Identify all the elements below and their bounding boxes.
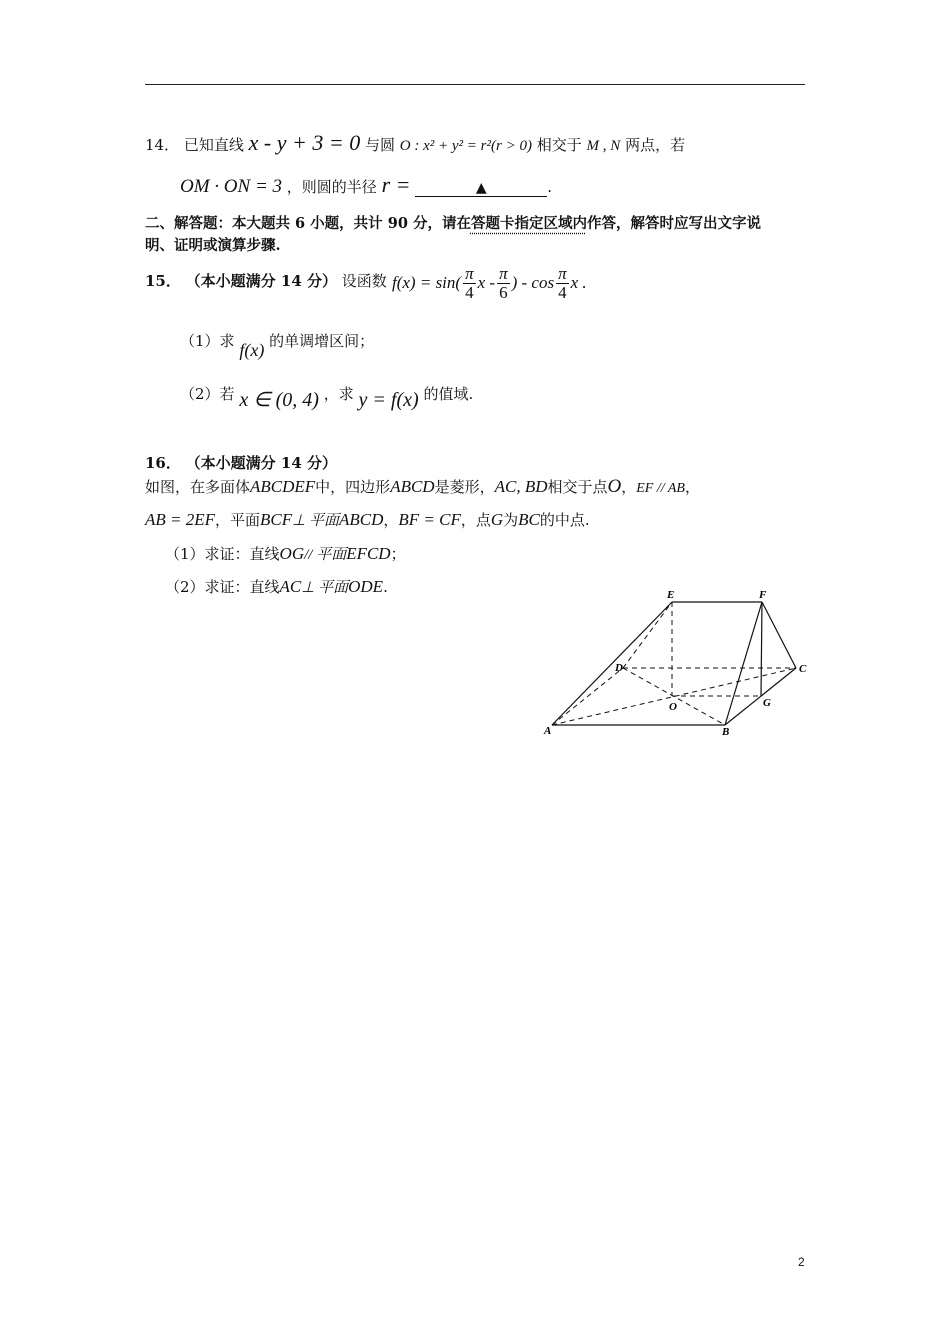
label-A: A: [544, 725, 552, 737]
q16-text: ，: [621, 478, 637, 496]
q14-text: ，则圆的半径: [286, 178, 377, 196]
q16-math: G: [490, 510, 504, 529]
q16-text: 中，四边形: [315, 478, 391, 496]
q16-text: ，: [684, 478, 700, 496]
q16-text: ⊥ 平面: [301, 580, 349, 596]
label-D: D: [615, 662, 623, 674]
q15-number: 15．: [145, 272, 181, 290]
q15-part1-label: （1）求: [180, 332, 235, 350]
q14-text: 与圆: [365, 136, 396, 154]
q16-text: ⊥ 平面: [292, 513, 339, 529]
q15-part2-text: ，求: [323, 385, 354, 403]
q16-math: EF // AB: [636, 481, 685, 496]
section-heading-line2: [145, 234, 281, 255]
section-heading: [145, 212, 761, 233]
q14-end: .: [547, 178, 553, 196]
q15-part2: [180, 380, 474, 411]
q15-score: （本小题满分 14 分）: [185, 272, 337, 290]
q16-math: BC: [518, 510, 540, 529]
q16-score: （本小题满分 14 分）: [185, 454, 337, 472]
q15-mid: x -: [477, 272, 496, 292]
q16-math: BF = CF: [398, 510, 461, 529]
q15-part1-fx: f(x): [239, 340, 265, 360]
q16-text: ，平面: [215, 511, 261, 529]
polyhedron-figure: [530, 585, 820, 745]
label-F: F: [759, 589, 767, 601]
edge-DE: [623, 602, 672, 668]
q16-text: 如图，在多面体: [145, 478, 251, 496]
q16-text: 是菱形，: [434, 478, 495, 496]
q16-math: ABCD: [338, 510, 384, 529]
q16-line1: [145, 476, 700, 498]
q14-dot-product: OM · ON = 3: [180, 176, 283, 197]
q16-math: EFCD: [346, 544, 391, 563]
q15-line1: [145, 270, 387, 291]
q15-text: 设函数: [341, 272, 387, 290]
edge-AE: [552, 602, 672, 725]
frac-num: π: [499, 264, 508, 283]
q15-part1-text: 的单调增区间；: [269, 332, 375, 350]
q16-text: （2）求证：直线: [165, 578, 280, 596]
q14-circle-equation: O : x² + y² = r²(r > 0): [399, 138, 532, 154]
q16-text: ；: [390, 545, 406, 563]
q15-part2-label: （2）若: [180, 385, 235, 403]
q14-line-equation: x - y + 3 = 0: [248, 130, 361, 155]
q16-math: ODE: [348, 577, 384, 596]
q16-math: OG: [279, 544, 305, 563]
triangle-marker: ▲: [475, 180, 487, 196]
q16-math: AC: [279, 577, 302, 596]
q15-part2-text: 的值域.: [423, 385, 474, 403]
section-heading-emphasis: 答题卡指定区域内: [470, 215, 587, 232]
edge-FG: [761, 602, 762, 696]
q16-line2: [145, 509, 590, 530]
q16-text: // 平面: [304, 547, 347, 563]
frac-num: π: [558, 264, 567, 283]
q16-text: 为: [503, 511, 519, 529]
q16-text: ，: [383, 511, 399, 529]
q16-math: AB = 2EF: [145, 510, 216, 529]
frac-den: 6: [499, 282, 508, 302]
frac-num: π: [465, 264, 474, 283]
frac-den: 4: [465, 282, 474, 302]
q16-math: O: [607, 476, 622, 497]
label-C: C: [799, 663, 807, 675]
fraction-pi-6: [497, 265, 510, 302]
q14-line1: [145, 130, 685, 156]
q14-line2: [180, 172, 552, 198]
q15-xend: x .: [570, 272, 587, 292]
q16-part1: [165, 543, 406, 564]
q16-text: .: [383, 578, 388, 596]
q15-part2-fy: y = f(x): [358, 389, 419, 411]
label-G: G: [763, 697, 771, 709]
q16-math: ABCD: [390, 477, 435, 496]
answer-blank: [415, 180, 547, 197]
q15-part2-domain: x ∈ (0, 4): [239, 389, 319, 411]
q16-text: 的中点.: [539, 511, 590, 529]
q16-part2: [165, 576, 388, 597]
q16-number: 16．: [145, 454, 181, 472]
q14-radius: r =: [381, 172, 411, 197]
label-B: B: [722, 726, 730, 738]
q16-text: ，点: [460, 511, 491, 529]
q14-points: M , N: [586, 138, 621, 154]
label-O: O: [669, 701, 677, 713]
section-heading-text: 二、解答题：本大题共 6 小题，共计 90 分，请在: [145, 215, 471, 232]
q15-fx: f(x) = sin(: [392, 272, 462, 292]
q14-number: 14．: [145, 136, 180, 154]
fraction-pi-4b: [556, 265, 569, 302]
q16-line0: [145, 452, 337, 473]
q14-text: 已知直线: [183, 136, 244, 154]
q16-math: AC, BD: [494, 477, 548, 496]
section-heading-text: 明、证明或演算步骤.: [145, 237, 281, 254]
q15-function: [392, 265, 587, 302]
q16-text: （1）求证：直线: [165, 545, 280, 563]
page-number: 2: [798, 1255, 805, 1269]
q14-text: 相交于: [536, 136, 582, 154]
edge-CF: [762, 602, 796, 668]
edge-BF: [725, 602, 762, 725]
q16-math: BCF: [260, 510, 293, 529]
label-E: E: [667, 589, 675, 601]
fraction-pi-4: [463, 265, 476, 302]
q15-tail: ) - cos: [511, 272, 555, 292]
q14-text: 两点，若: [625, 136, 686, 154]
q16-math: ABCDEF: [250, 477, 316, 496]
section-heading-text: 作答，解答时应写出文字说: [586, 215, 761, 232]
frac-den: 4: [558, 282, 567, 302]
header-rule: [145, 84, 805, 85]
q15-part1: [180, 330, 375, 360]
q16-text: 相交于点: [547, 478, 608, 496]
